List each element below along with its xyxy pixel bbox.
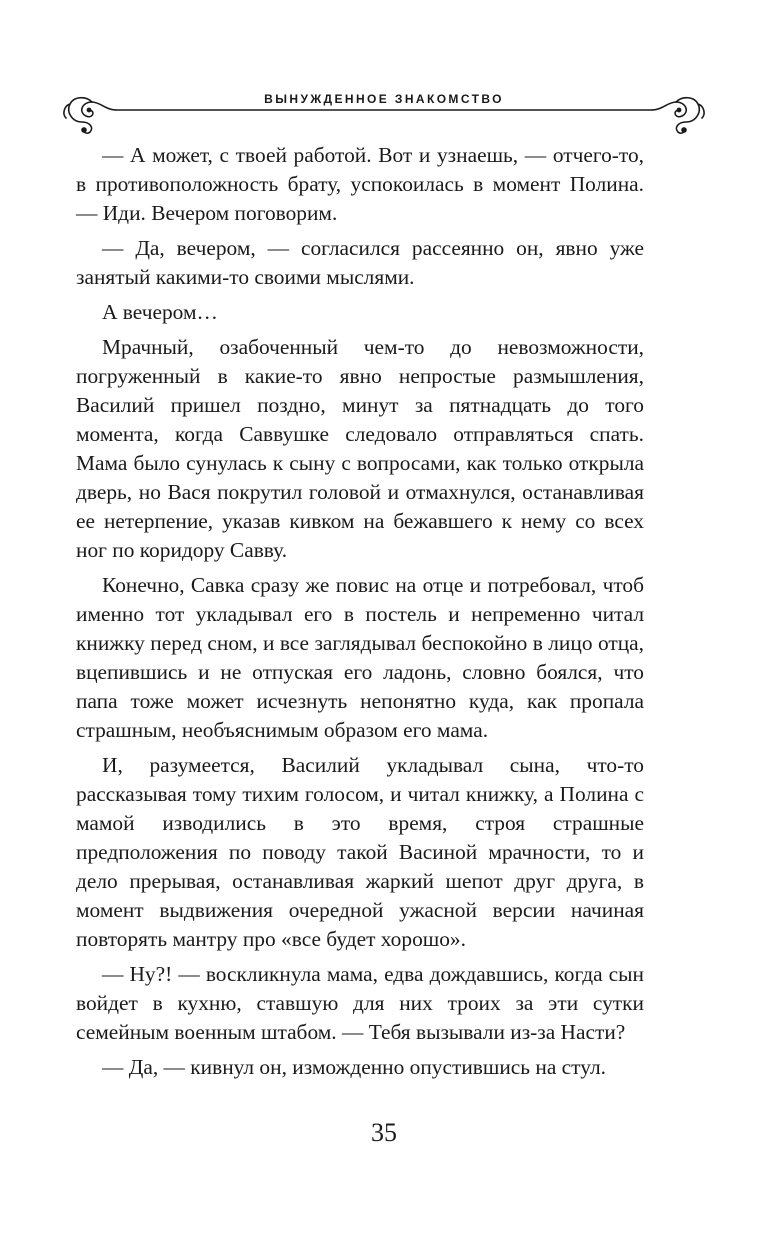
running-header: [60, 88, 708, 138]
paragraph: И, разумеется, Василий укладывал сына, что-то рассказывая тому тихим голосом, и читал книжку, а Полина с мамой изводились в это время, строя страшные предположения по поводу такой Васиной мрачности, то и дело прерывая, останавливая жаркий шепот друг друга, в момент выдвижения очередной ужасной версии начиная повторять мантру про «все будет хорошо».: [76, 753, 644, 951]
running-title: ВЫНУЖДЕННОЕ ЗНАКОМСТВО: [264, 92, 504, 106]
paragraph: Конечно, Савка сразу же повис на отце и потребовал, чтоб именно тот укладывал его в постель и непременно читал книжку перед сном, и все заглядывал беспокойно в лицо отца, вцепившись и не отпуская его ладонь, словно боялся, что папа тоже может исчезнуть непонятно куда, как пропала страшным, необъяснимым образом его мама.: [76, 573, 644, 742]
paragraph: — А может, с твоей работой. Вот и узнаешь, — отчего-то, в противоположность брату, успокоилась в момент Полина. — Иди. Вечером поговорим.: [76, 143, 644, 225]
page-number: 35: [371, 1118, 397, 1147]
paragraph: Мрачный, озабоченный чем-то до невозможности, погруженный в какие-то явно непростые размышления, Василий пришел поздно, минут за пятнадцать до того момента, когда Саввушке следовало отправляться спать. Мама было сунулась к сыну с вопросами, как только открыла дверь, но Вася покрутил головой и отмахнулся, останавливая ее нетерпение, указав кивком на бежавшего к нему со всех ног по коридору Савву.: [76, 335, 644, 562]
body-text: [76, 141, 644, 1088]
paragraph: А вечером…: [102, 300, 218, 324]
paragraph: — Да, — кивнул он, изможденно опустившись на стул.: [102, 1055, 607, 1079]
paragraph: — Да, вечером, — согласился рассеянно он, явно уже занятый какими-то своими мыслями.: [76, 236, 644, 289]
paragraph: — Ну?! — воскликнула мама, едва дождавшись, когда сын войдет в кухню, ставшую для них троих за эти сутки семейным военным штабом. — Тебя вызывали из-за Насти?: [76, 962, 644, 1044]
